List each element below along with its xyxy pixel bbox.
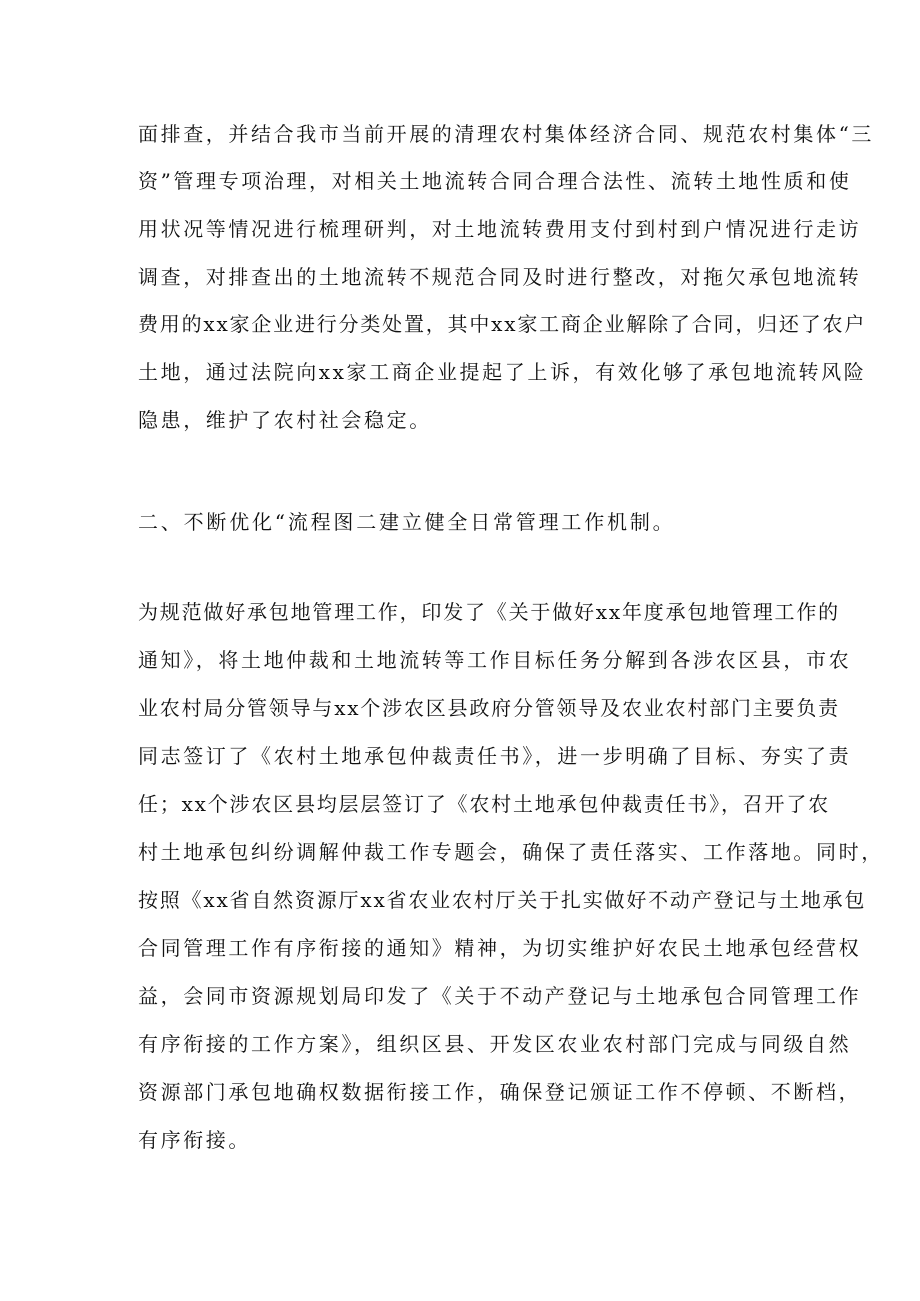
paragraph-line: 资”管理专项治理，对相关土地流转合同合理合法性、流转土地性质和使 — [138, 169, 852, 193]
paragraph-line: 有序衔接。 — [138, 1128, 251, 1152]
paragraph-line: 按照《xx省自然资源厅xx省农业农村厅关于扎实做好不动产登记与土地承包 — [138, 888, 867, 912]
paragraph-line: 益，会同市资源规划局印发了《关于不动产登记与土地承包合同管理工作 — [138, 984, 862, 1008]
paragraph-line: 同志签订了《农村土地承包仲裁责任书》，进一步明确了目标、夯实了责 — [138, 744, 852, 768]
paragraph-line: 通知》，将土地仲裁和土地流转等工作目标任务分解到各涉农区县，市农 — [138, 648, 852, 672]
paragraph-line: 面排查，并结合我市当前开展的清理农村集体经济合同、规范农村集体“三 — [138, 122, 875, 146]
paragraph-line: 费用的xx家企业进行分类处置，其中xx家工商企业解除了合同，归还了农户 — [138, 312, 867, 336]
paragraph-line: 用状况等情况进行梳理研判，对土地流转费用支付到村到户情况进行走访 — [138, 217, 862, 241]
paragraph-line: 合同管理工作有序衔接的通知》精神，为切实维护好农民土地承包经营权 — [138, 936, 862, 960]
heading-text: 二、不断优化“流程图二建立健全日常管理工作机制。 — [138, 510, 676, 534]
paragraph-line: 隐患，维护了农村社会稳定。 — [138, 408, 432, 432]
paragraph-line: 为规范做好承包地管理工作，印发了《关于做好xx年度承包地管理工作的 — [138, 600, 840, 624]
paragraph-line: 村土地承包纠纷调解仲裁工作专题会，确保了责任落实、工作落地。同时， — [138, 840, 884, 864]
paragraph-line: 任；xx个涉农区县均层层签订了《农村土地承包仲裁责任书》，召开了农 — [138, 792, 830, 816]
paragraph-line: 业农村局分管领导与xx个涉农区县政府分管领导及农业农村部门主要负责 — [138, 696, 840, 720]
paragraph-line: 资源部门承包地确权数据衔接工作，确保登记颁证工作不停顿、不断档， — [138, 1080, 862, 1104]
paragraph-line: 土地，通过法院向xx家工商企业提起了上诉，有效化够了承包地流转风险 — [138, 360, 867, 384]
paragraph-line: 调查，对排查出的土地流转不规范合同及时进行整改，对拖欠承包地流转 — [138, 265, 862, 289]
paragraph-line: 有序衔接的工作方案》，组织区县、开发区农业农村部门完成与同级自然 — [138, 1032, 852, 1056]
